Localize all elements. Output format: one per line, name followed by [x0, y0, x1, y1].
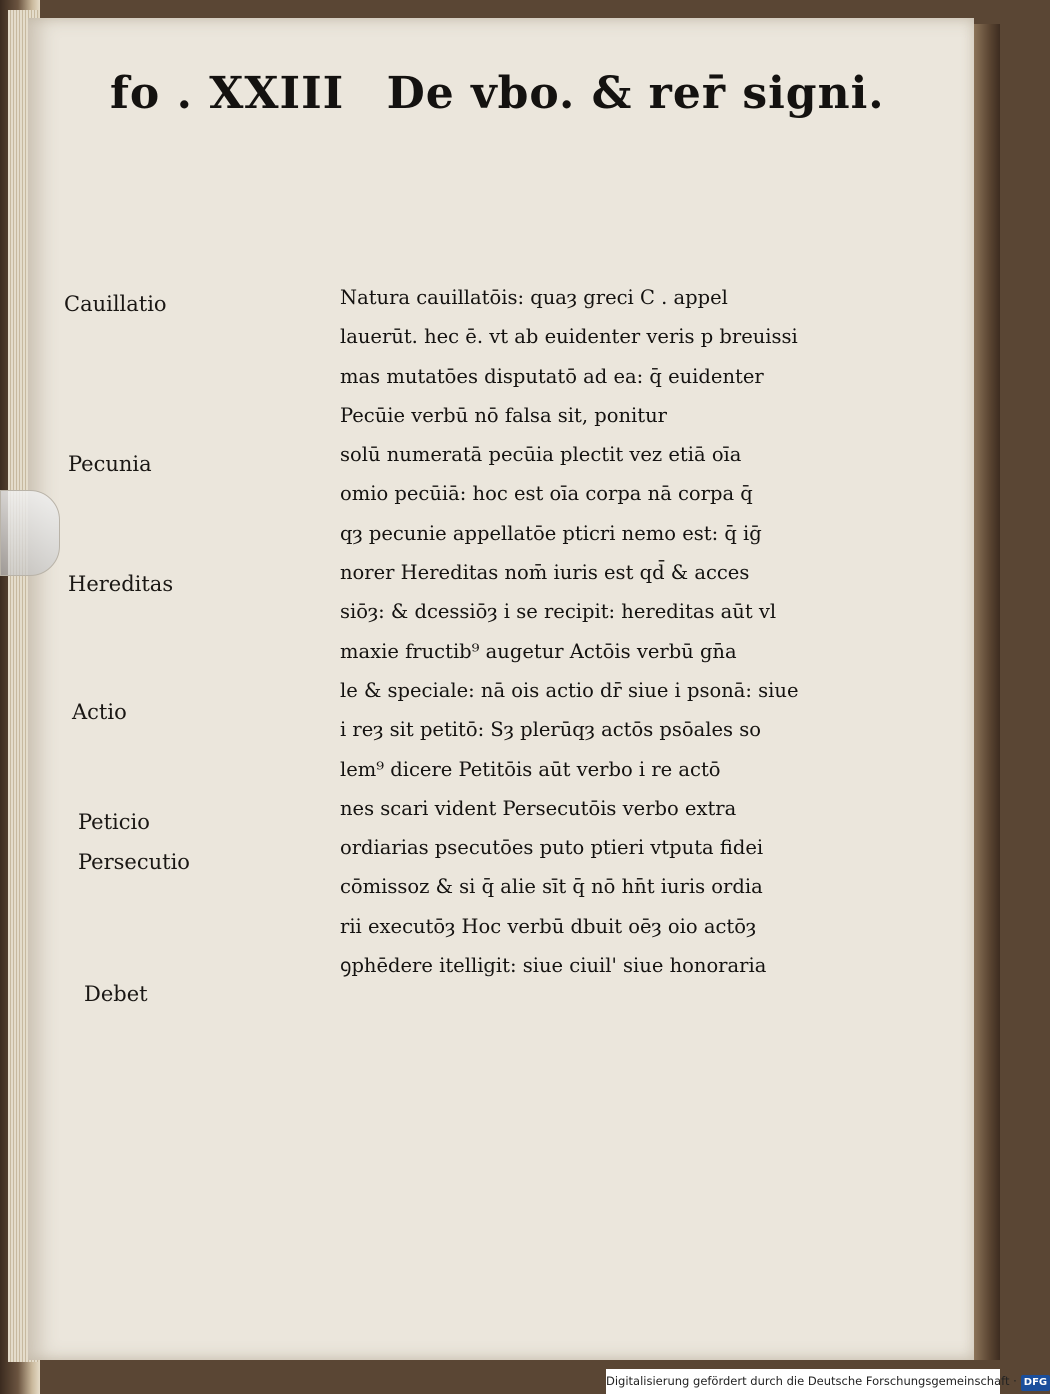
main-text-block: [340, 278, 840, 985]
page-header: [110, 68, 885, 138]
text-line: le & speciale: nā ois actio dr̄ siue i psonā: siue: [340, 678, 799, 702]
text-line: lauerūt. hec ē. vt ab euidenter veris p breuissi: [340, 325, 798, 349]
credit-text: Digitalisierung gefördert durch die Deutsche Forschungsgemeinschaft ·: [606, 1374, 1017, 1388]
page-clip: [0, 490, 60, 576]
running-title: De vbo. & rer̄ signi.: [386, 68, 885, 119]
text-line: Natura cauillatōis: quaȝ greci C . appel: [340, 286, 728, 309]
text-line: solū numeratā pecūia plectit vez etiā oīa: [340, 443, 742, 467]
text-line: lem⁹ dicere Petitōis aūt verbo i re actō: [340, 757, 721, 781]
margin-note-pecunia: Pecunia: [68, 452, 152, 476]
text-line: qȝ pecunie appellatōe pticri nemo est: q̄ iḡ: [340, 521, 762, 545]
text-line: rii executōȝ Hoc verbū dbuit oēȝ oio actōȝ: [340, 914, 757, 938]
digitization-credit: [606, 1369, 1048, 1394]
text-line: mas mutatōes disputatō ad ea: q̄ euidenter: [340, 364, 764, 388]
margin-note-actio: Actio: [72, 700, 127, 724]
text-line: ꝯphēdere itelligit: siue ciuil' siue honoraria: [340, 954, 767, 978]
text-line: maxie fructib⁹ augetur Actōis verbū gn̄a: [340, 639, 737, 663]
dfg-logo-icon: DFG: [1021, 1375, 1050, 1391]
margin-note-hereditas: Hereditas: [68, 572, 174, 596]
book-cover-edge: [974, 24, 1000, 1360]
text-line: ordiarias psecutōes puto ptieri vtputa fidei: [340, 836, 764, 860]
margin-note-peticio: Peticio: [78, 810, 150, 834]
text-line: Pecūie verbū nō falsa sit, ponitur: [340, 403, 667, 427]
text-line: nes scari vident Persecutōis verbo extra: [340, 796, 737, 820]
margin-note-debet: Debet: [84, 982, 148, 1006]
margin-note-cauillatio: Cauillatio: [64, 292, 167, 316]
folio-number: fo . XXIII: [110, 68, 345, 119]
text-line: cōmissoz & si q̄ alie sīt q̄ nō hn̄t iuris ordia: [340, 875, 763, 899]
text-line: norer Hereditas nom̄ iuris est qd̄ & acces: [340, 561, 750, 585]
text-line: omio pecūiā: hoc est oīa corpa nā corpa q̄: [340, 482, 753, 506]
text-line: i reȝ sit petitō: Sȝ plerūqȝ actōs psōales so: [340, 718, 762, 742]
text-line: siōȝ: & dcessiōȝ i se recipit: hereditas aūt vl: [340, 600, 777, 624]
margin-note-persecutio: Persecutio: [78, 850, 190, 874]
